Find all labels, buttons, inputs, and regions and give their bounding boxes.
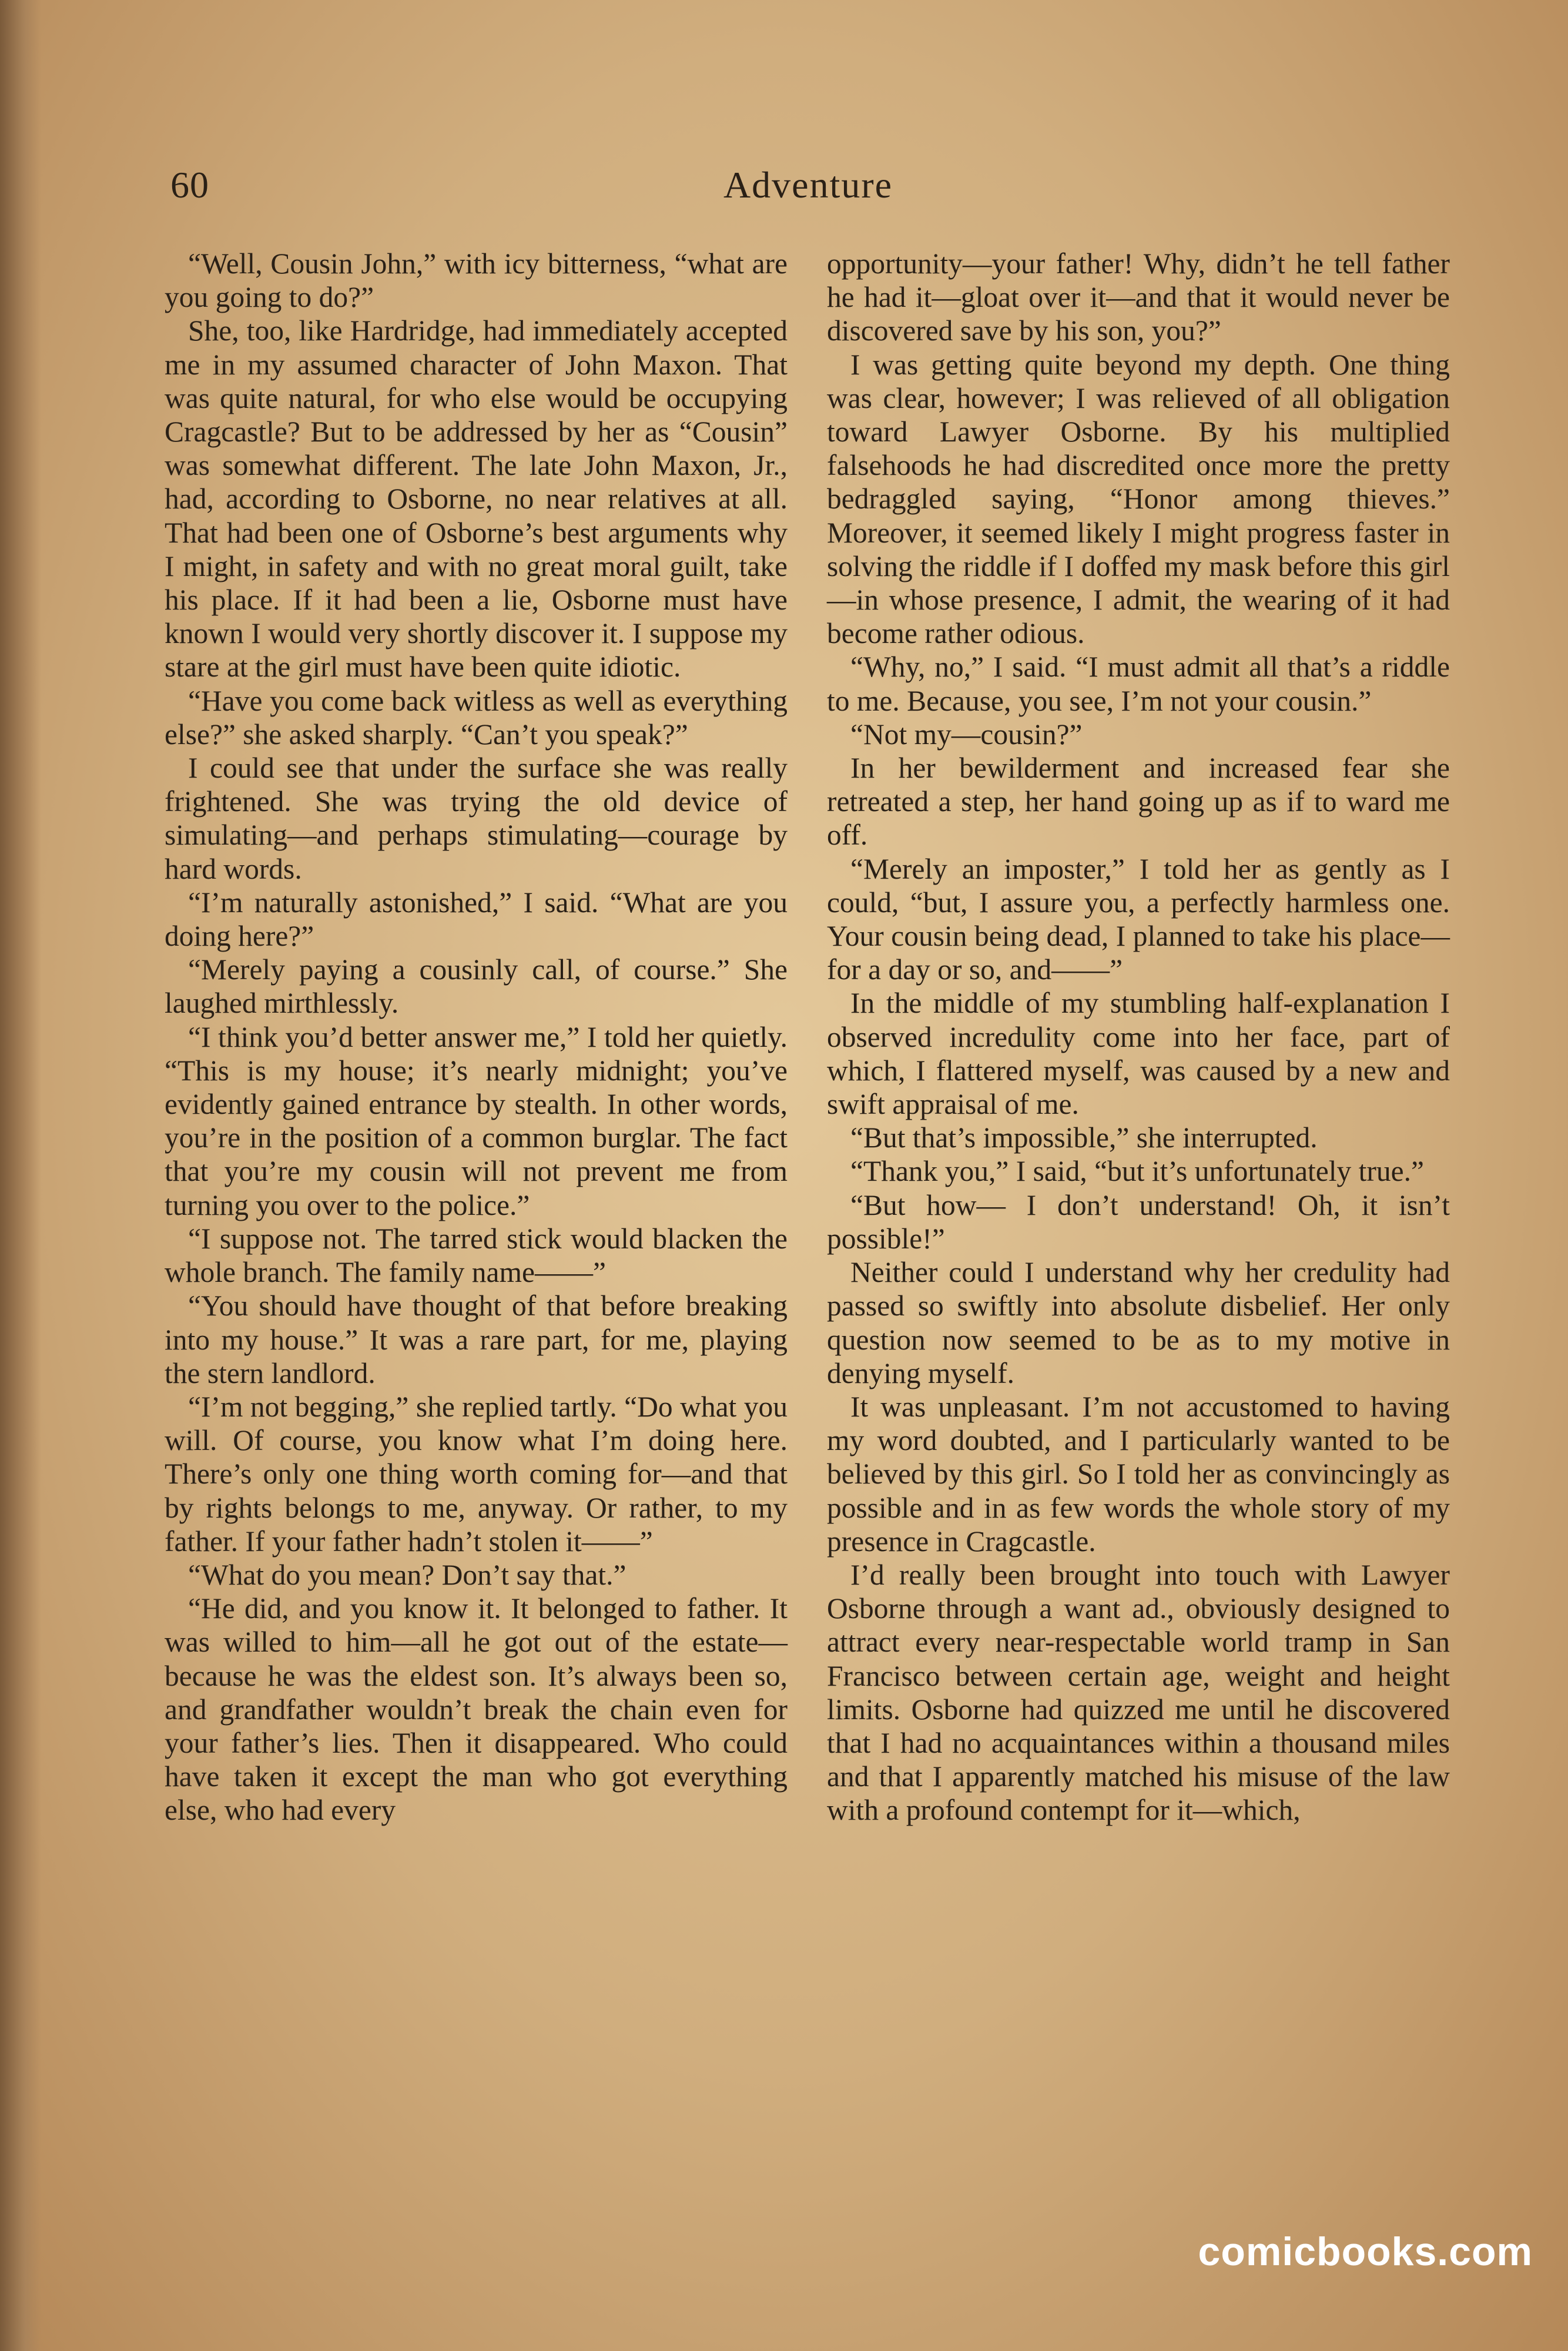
paragraph: “He did, and you know it. It belonged to father. It was willed to him—all he got out of the estate—because he was the eldest son. It’s always been so, and grandfather wouldn’t break the chain even for your father’s lies. Then it disappeared. Who could have taken it except the man who got everything else, who had every <box>165 1592 788 1827</box>
paragraph: “I’m not begging,” she replied tartly. “Do what you will. Of course, you know what I’m doing here. There’s only one thing worth coming for—and that by rights belongs to me, anyway. Or rather, to my father. If your father hadn’t stolen it——” <box>165 1390 788 1558</box>
paragraph: She, too, like Hardridge, had immediately accepted me in my assumed character of John Maxon. That was quite natural, for who else would be occupying Cragcastle? But to be addressed by her as “Cousin” was somewhat different. The late John Maxon, Jr., had, according to Osborne, no near relatives at all. That had been one of Osborne’s best arguments why I might, in safety and with no great moral guilt, take his place. If it had been a lie, Osborne must have known I would very shortly discover it. I suppose my stare at the girl must have been quite idiotic. <box>165 314 788 684</box>
right-column <box>827 247 1450 1827</box>
paragraph: “Not my—cousin?” <box>850 718 1083 751</box>
paragraph: Neither could I understand why her credulity had passed so swiftly into absolute disbelief. Her only question now seemed to be as to my motive in denying myself. <box>827 1256 1450 1389</box>
paragraph: “But that’s impossible,” she interrupted. <box>850 1121 1318 1154</box>
paragraph: “Thank you,” I said, “but it’s unfortunately true.” <box>850 1155 1424 1188</box>
paragraph: “Merely paying a cousinly call, of course.” She laughed mirthlessly. <box>165 953 788 1020</box>
paragraph-continuation: opportunity—your father! Why, didn’t he tell father he had it—gloat over it—and that it would never be discovered save by his son, you?” <box>827 247 1450 347</box>
paragraph: “Why, no,” I said. “I must admit all that’s a riddle to me. Because, you see, I’m not your cousin.” <box>827 651 1450 717</box>
paragraph: It was unpleasant. I’m not accustomed to having my word doubted, and I particularly wanted to be believed by this girl. So I told her as convincingly as possible and in as few words the whole story of my presence in Cragcastle. <box>827 1390 1450 1558</box>
watermark: comicbooks.com <box>1198 2229 1533 2274</box>
paragraph: “I think you’d better answer me,” I told her quietly. “This is my house; it’s nearly midnight; you’ve evidently gained entrance by stealth. In other words, you’re in the position of a common burglar. The fact that you’re my cousin will not prevent me from turning you over to the police.” <box>165 1020 788 1221</box>
paragraph: I could see that under the surface she was really frightened. She was trying the old device of simulating—and perhaps stimulating—courage by hard words. <box>165 752 788 885</box>
paragraph: “You should have thought of that before breaking into my house.” It was a rare part, for me, playing the stern landlord. <box>165 1290 788 1389</box>
paragraph: I’d really been brought into touch with Lawyer Osborne through a want ad., obviously designed to attract every near-respectable world tramp in San Francisco between certain age, weight and height limits. Osborne had quizzed me until he discovered that I had no acquaintances within a thousand miles and that I apparently matched his misuse of the law with a profound contempt for it—which, <box>827 1558 1450 1827</box>
paragraph: “Merely an imposter,” I told her as gently as I could, “but, I assure you, a perfectly harmless one. Your cousin being dead, I planned to take his place—for a day or so, and——” <box>827 852 1450 986</box>
paragraph: In her bewilderment and increased fear she retreated a step, her hand going up as if to ward me off. <box>827 752 1450 852</box>
page-number: 60 <box>170 164 209 206</box>
magazine-title: Adventure <box>723 164 893 206</box>
paragraph: “I’m naturally astonished,” I said. “What are you doing here?” <box>165 886 788 953</box>
page-binding-edge <box>0 0 41 2351</box>
paragraph: “But how— I don’t understand! Oh, it isn’t possible!” <box>827 1188 1450 1255</box>
paragraph: “What do you mean? Don’t say that.” <box>188 1558 626 1591</box>
paragraph: “Well, Cousin John,” with icy bitterness, “what are you going to do?” <box>165 247 788 314</box>
paragraph: “Have you come back witless as well as everything else?” she asked sharply. “Can’t you speak?” <box>165 684 788 751</box>
paragraph: In the middle of my stumbling half-explanation I observed incredulity come into her face, part of which, I flattered myself, was caused by a new and swift appraisal of me. <box>827 987 1450 1121</box>
page-header <box>159 159 1458 223</box>
paragraph: I was getting quite beyond my depth. One thing was clear, however; I was relieved of all obligation toward Lawyer Osborne. By his multiplied falsehoods he had discredited once more the pretty bedraggled saying, “Honor among thieves.” Moreover, it seemed likely I might progress faster in solving the riddle if I doffed my mask before this girl—in whose presence, I admit, the wearing of it had become rather odious. <box>827 348 1450 650</box>
paragraph: “I suppose not. The tarred stick would blacken the whole branch. The family name——” <box>165 1222 788 1289</box>
left-column <box>165 247 788 1827</box>
